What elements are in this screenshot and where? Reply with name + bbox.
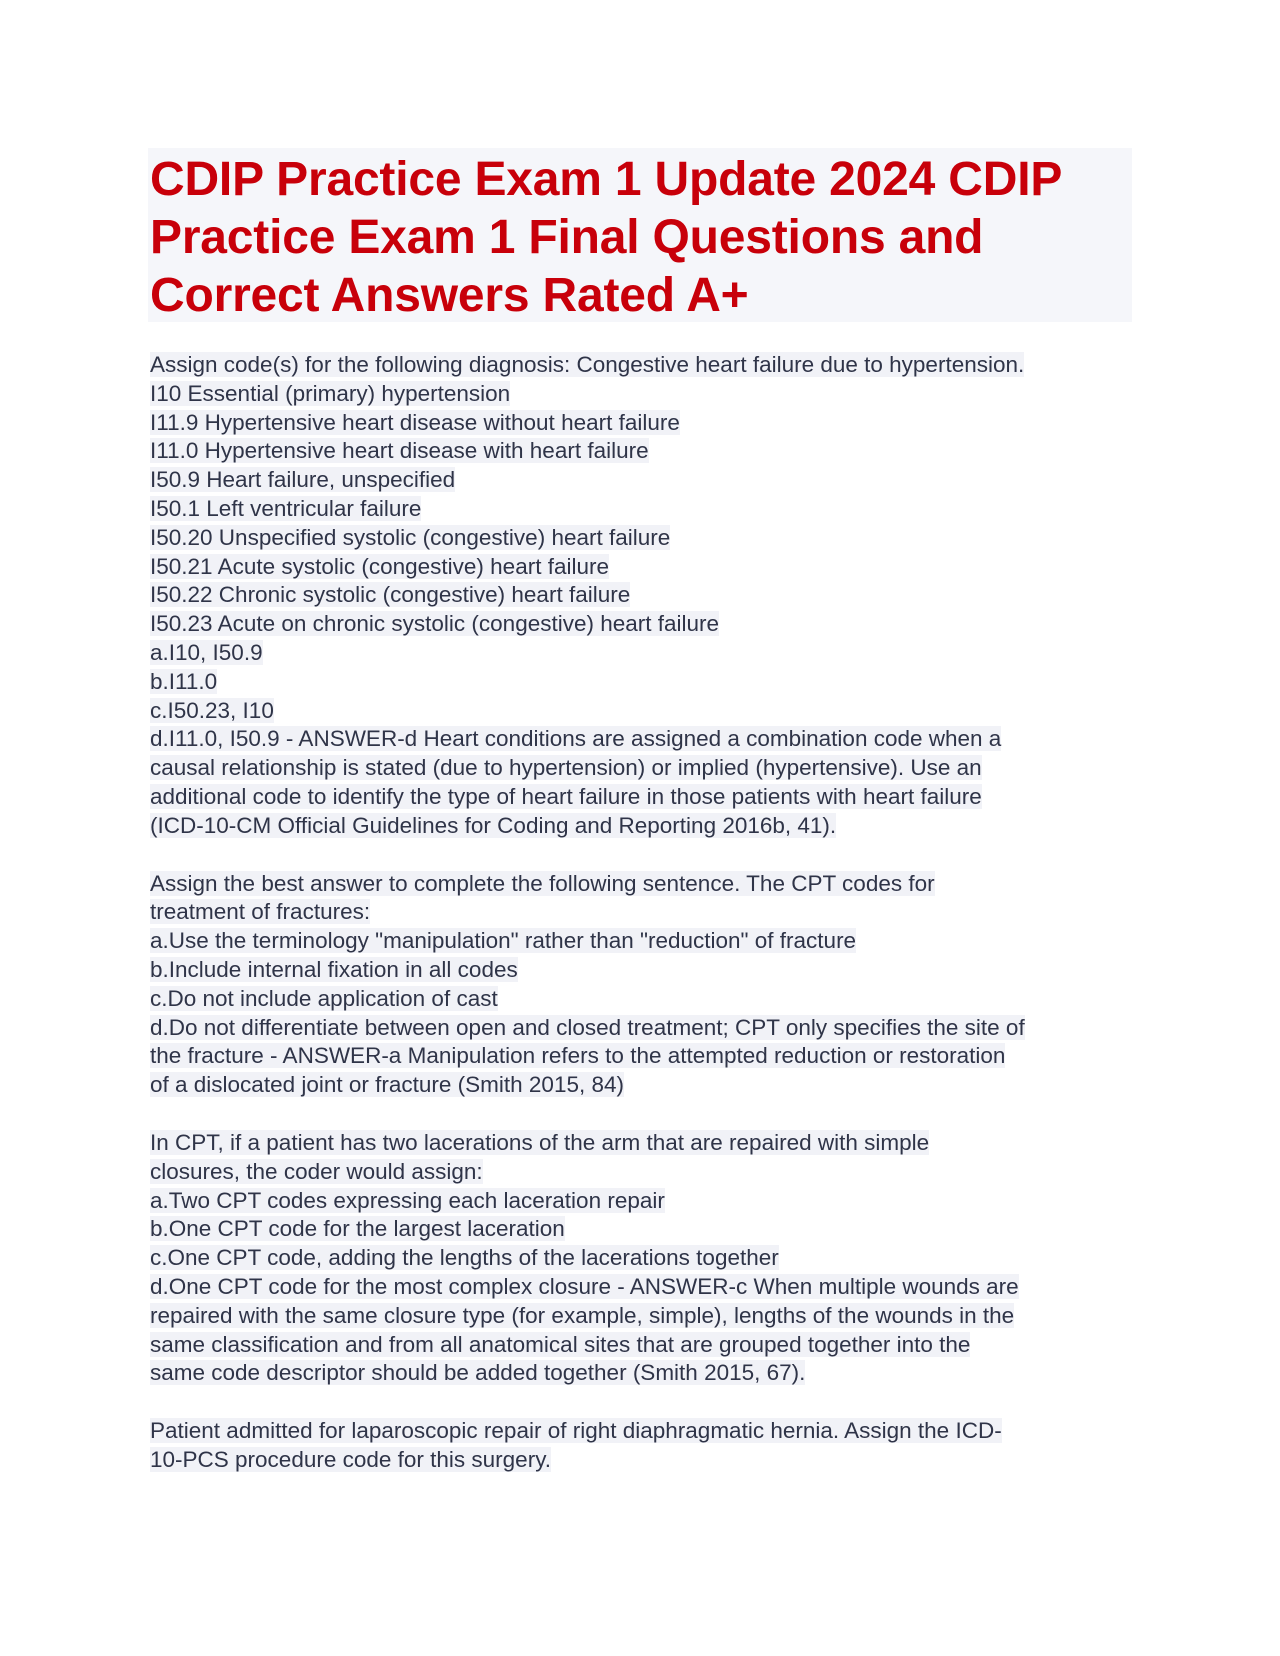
question-line [150, 1158, 1140, 1187]
document-body [150, 351, 1140, 1504]
question-line-text: Assign code(s) for the following diagnosis: Congestive heart failure due to hypertension. [150, 352, 1025, 377]
question-line-text: I11.9 Hypertensive heart disease without heart failure [150, 409, 680, 435]
question-line [150, 639, 1140, 668]
question-block [150, 870, 1140, 1100]
question-line-text: I11.0 Hypertensive heart disease with heart failure [150, 438, 649, 464]
title-block [148, 148, 1132, 322]
question-line [150, 409, 1140, 438]
question-line-text: I50.21 Acute systolic (congestive) heart failure [150, 553, 609, 579]
question-line-text: I50.23 Acute on chronic systolic (congestive) heart failure [150, 611, 720, 637]
question-line-text: same classification and from all anatomical sites that are grouped together into the [150, 1331, 971, 1357]
question-line [150, 1417, 1140, 1446]
question-line [150, 380, 1140, 409]
question-line-text: c.I50.23, I10 [150, 697, 274, 723]
question-line-text: treatment of fractures: [150, 899, 371, 925]
question-line-text: c.Do not include application of cast [150, 985, 498, 1011]
question-line [150, 668, 1140, 697]
question-line [150, 437, 1140, 466]
question-line [150, 956, 1140, 985]
question-line-text: causal relationship is stated (due to hypertension) or implied (hypertensive). Use an [150, 755, 982, 781]
question-line [150, 1302, 1140, 1331]
question-line [150, 1014, 1140, 1043]
question-line-text: repaired with the same closure type (for example, simple), lengths of the wounds in the [150, 1302, 1015, 1328]
question-line-text: I50.1 Left ventricular failure [150, 495, 422, 521]
question-line-text: Assign the best answer to complete the following sentence. The CPT codes for [150, 870, 935, 896]
question-line-text: (ICD-10-CM Official Guidelines for Coding and Reporting 2016b, 41). [150, 812, 837, 838]
question-line [150, 466, 1140, 495]
question-line [150, 610, 1140, 639]
question-line [150, 1331, 1140, 1360]
question-block [150, 1129, 1140, 1388]
question-line-text: a.Two CPT codes expressing each laceration repair [150, 1187, 665, 1213]
question-line [150, 495, 1140, 524]
title-line: Practice Exam 1 Final Questions and [150, 211, 984, 264]
question-line [150, 1215, 1140, 1244]
question-line-text: In CPT, if a patient has two lacerations of the arm that are repaired with simple [150, 1129, 930, 1155]
title-line: CDIP Practice Exam 1 Update 2024 CDIP [150, 153, 1063, 206]
question-block [150, 1417, 1140, 1475]
question-line-text: 10-PCS procedure code for this surgery. [150, 1446, 552, 1472]
question-line [150, 581, 1140, 610]
question-line-text: d.One CPT code for the most complex closure - ANSWER-c When multiple wounds are [150, 1273, 1019, 1299]
question-line [150, 783, 1140, 812]
question-line-text: additional code to identify the type of heart failure in those patients with heart failure [150, 783, 982, 809]
title-line: Correct Answers Rated A+ [150, 269, 749, 322]
question-line [150, 812, 1140, 841]
question-line [150, 1071, 1140, 1100]
question-line-text: closures, the coder would assign: [150, 1158, 483, 1184]
question-line-text: I50.20 Unspecified systolic (congestive) heart failure [150, 524, 671, 550]
question-line [150, 1129, 1140, 1158]
question-block [150, 351, 1140, 841]
question-line [150, 1042, 1140, 1071]
question-line-text: I50.9 Heart failure, unspecified [150, 467, 456, 493]
document-title [150, 151, 1132, 325]
question-line-text: b.One CPT code for the largest laceration [150, 1216, 565, 1242]
question-line-text: same code descriptor should be added together (Smith 2015, 67). [150, 1360, 806, 1386]
question-line [150, 553, 1140, 582]
question-line-text: I10 Essential (primary) hypertension [150, 380, 511, 406]
question-line [150, 1359, 1140, 1388]
question-line-text: c.One CPT code, adding the lengths of the lacerations together [150, 1245, 779, 1271]
question-line-text: I50.22 Chronic systolic (congestive) heart failure [150, 582, 631, 608]
question-line-text: b.I11.0 [150, 668, 218, 694]
question-line [150, 524, 1140, 553]
question-line [150, 1446, 1140, 1475]
question-line [150, 898, 1140, 927]
question-line [150, 1244, 1140, 1273]
question-line [150, 725, 1140, 754]
question-line-text: a.Use the terminology "manipulation" rather than "reduction" of fracture [150, 928, 857, 954]
question-line-text: of a dislocated joint or fracture (Smith 2015, 84) [150, 1072, 624, 1098]
question-line [150, 1273, 1140, 1302]
question-line-text: d.Do not differentiate between open and closed treatment; CPT only specifies the site of [150, 1014, 1025, 1040]
question-line [150, 985, 1140, 1014]
question-line-text: d.I11.0, I50.9 - ANSWER-d Heart conditions are assigned a combination code when a [150, 726, 1002, 752]
question-line [150, 927, 1140, 956]
question-line [150, 1187, 1140, 1216]
question-line [150, 351, 1140, 380]
question-line-text: a.I10, I50.9 [150, 639, 263, 665]
question-line [150, 754, 1140, 783]
question-line [150, 870, 1140, 899]
question-line-text: the fracture - ANSWER-a Manipulation refers to the attempted reduction or restoration [150, 1043, 1006, 1069]
question-line [150, 697, 1140, 726]
question-line-text: b.Include internal fixation in all codes [150, 956, 518, 982]
question-line-text: Patient admitted for laparoscopic repair of right diaphragmatic hernia. Assign the ICD- [150, 1418, 1002, 1444]
